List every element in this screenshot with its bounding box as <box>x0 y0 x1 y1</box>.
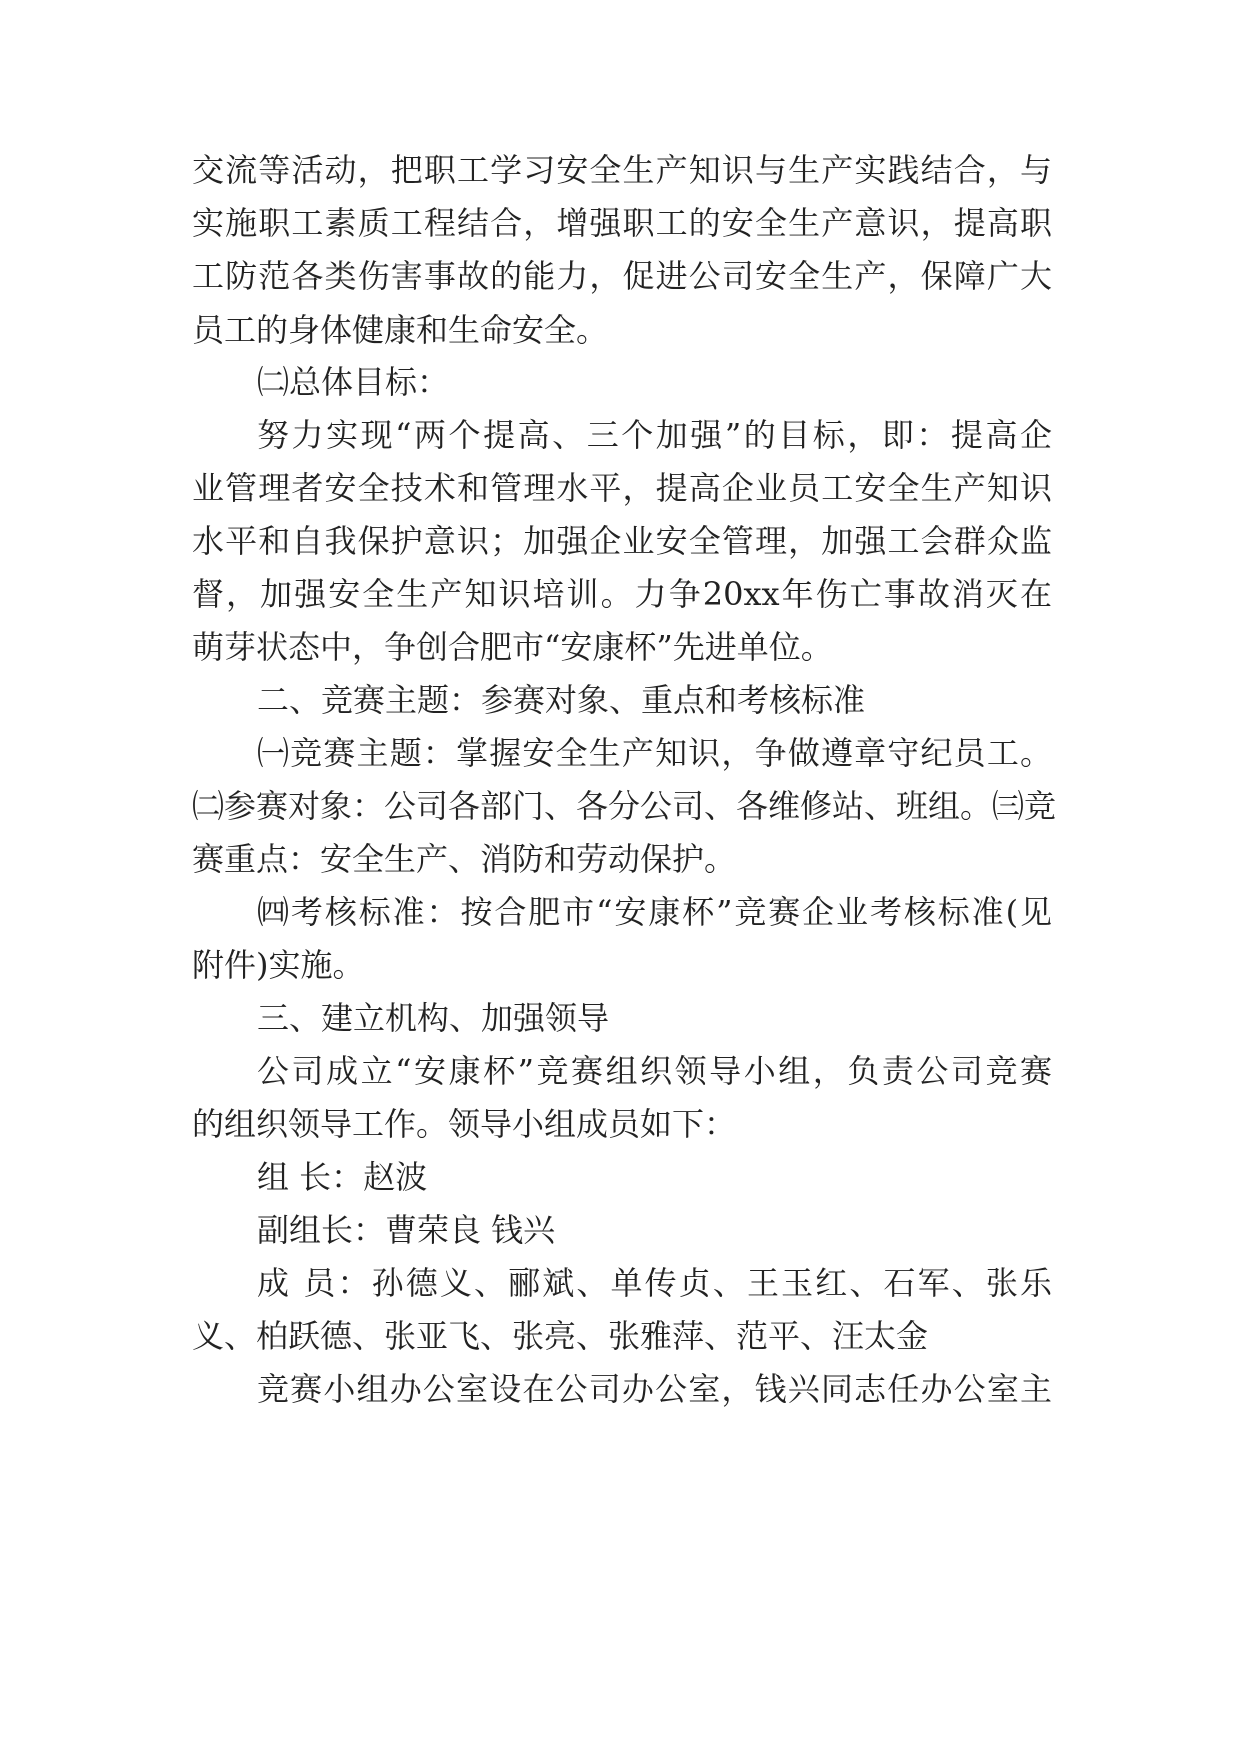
text-line: ㈠竞赛主题：掌握安全生产知识，争做遵章守纪员工。 <box>257 734 1052 772</box>
text-line: 萌芽状态中，争创合肥市“安康杯”先进单位。 <box>192 628 833 666</box>
text-line: 水平和自我保护意识；加强企业安全管理，加强工会群众监 <box>192 522 1052 560</box>
text-line: 工防范各类伤害事故的能力，促进公司安全生产，保障广大 <box>192 257 1052 295</box>
text-line: 的组织领导工作。领导小组成员如下： <box>192 1105 737 1143</box>
members-line: 义、柏跃德、张亚飞、张亮、张雅萍、范平、汪太金 <box>192 1317 929 1355</box>
text-line: 员工的身体健康和生命安全。 <box>192 311 609 349</box>
text-line: 公司成立“安康杯”竞赛组织领导小组，负责公司竞赛 <box>257 1052 1052 1090</box>
text-line: 督，加强安全生产知识培训。力争20xx年伤亡事故消灭在 <box>192 575 1052 613</box>
text-line: ㈣考核标准：按合肥市“安康杯”竞赛企业考核标准(见 <box>257 893 1052 931</box>
section-heading: 三、建立机构、加强领导 <box>257 999 610 1037</box>
leader-line: 组 长：赵波 <box>257 1158 428 1196</box>
text-line: 交流等活动，把职工学习安全生产知识与生产实践结合，与 <box>192 151 1052 189</box>
text-line: 实施职工素质工程结合，增强职工的安全生产意识，提高职 <box>192 204 1052 242</box>
text-line: 附件)实施。 <box>192 946 365 984</box>
text-line: 竞赛小组办公室设在公司办公室，钱兴同志任办公室主 <box>257 1370 1052 1408</box>
members-line: 成 员：孙德义、郦斌、单传贞、王玉红、石军、张乐 <box>257 1264 1052 1302</box>
section-heading: 二、竞赛主题：参赛对象、重点和考核标准 <box>257 681 866 719</box>
text-line: 努力实现“两个提高、三个加强”的目标，即：提高企 <box>257 416 1052 454</box>
deputy-leader-line: 副组长：曹荣良 钱兴 <box>257 1211 556 1249</box>
text-line: 业管理者安全技术和管理水平，提高企业员工安全生产知识 <box>192 469 1052 507</box>
text-line: ㈡参赛对象：公司各部门、各分公司、各维修站、班组。㈢竞 <box>192 787 1057 825</box>
section-heading: ㈡总体目标： <box>257 363 450 401</box>
text-line: 赛重点：安全生产、消防和劳动保护。 <box>192 840 737 878</box>
